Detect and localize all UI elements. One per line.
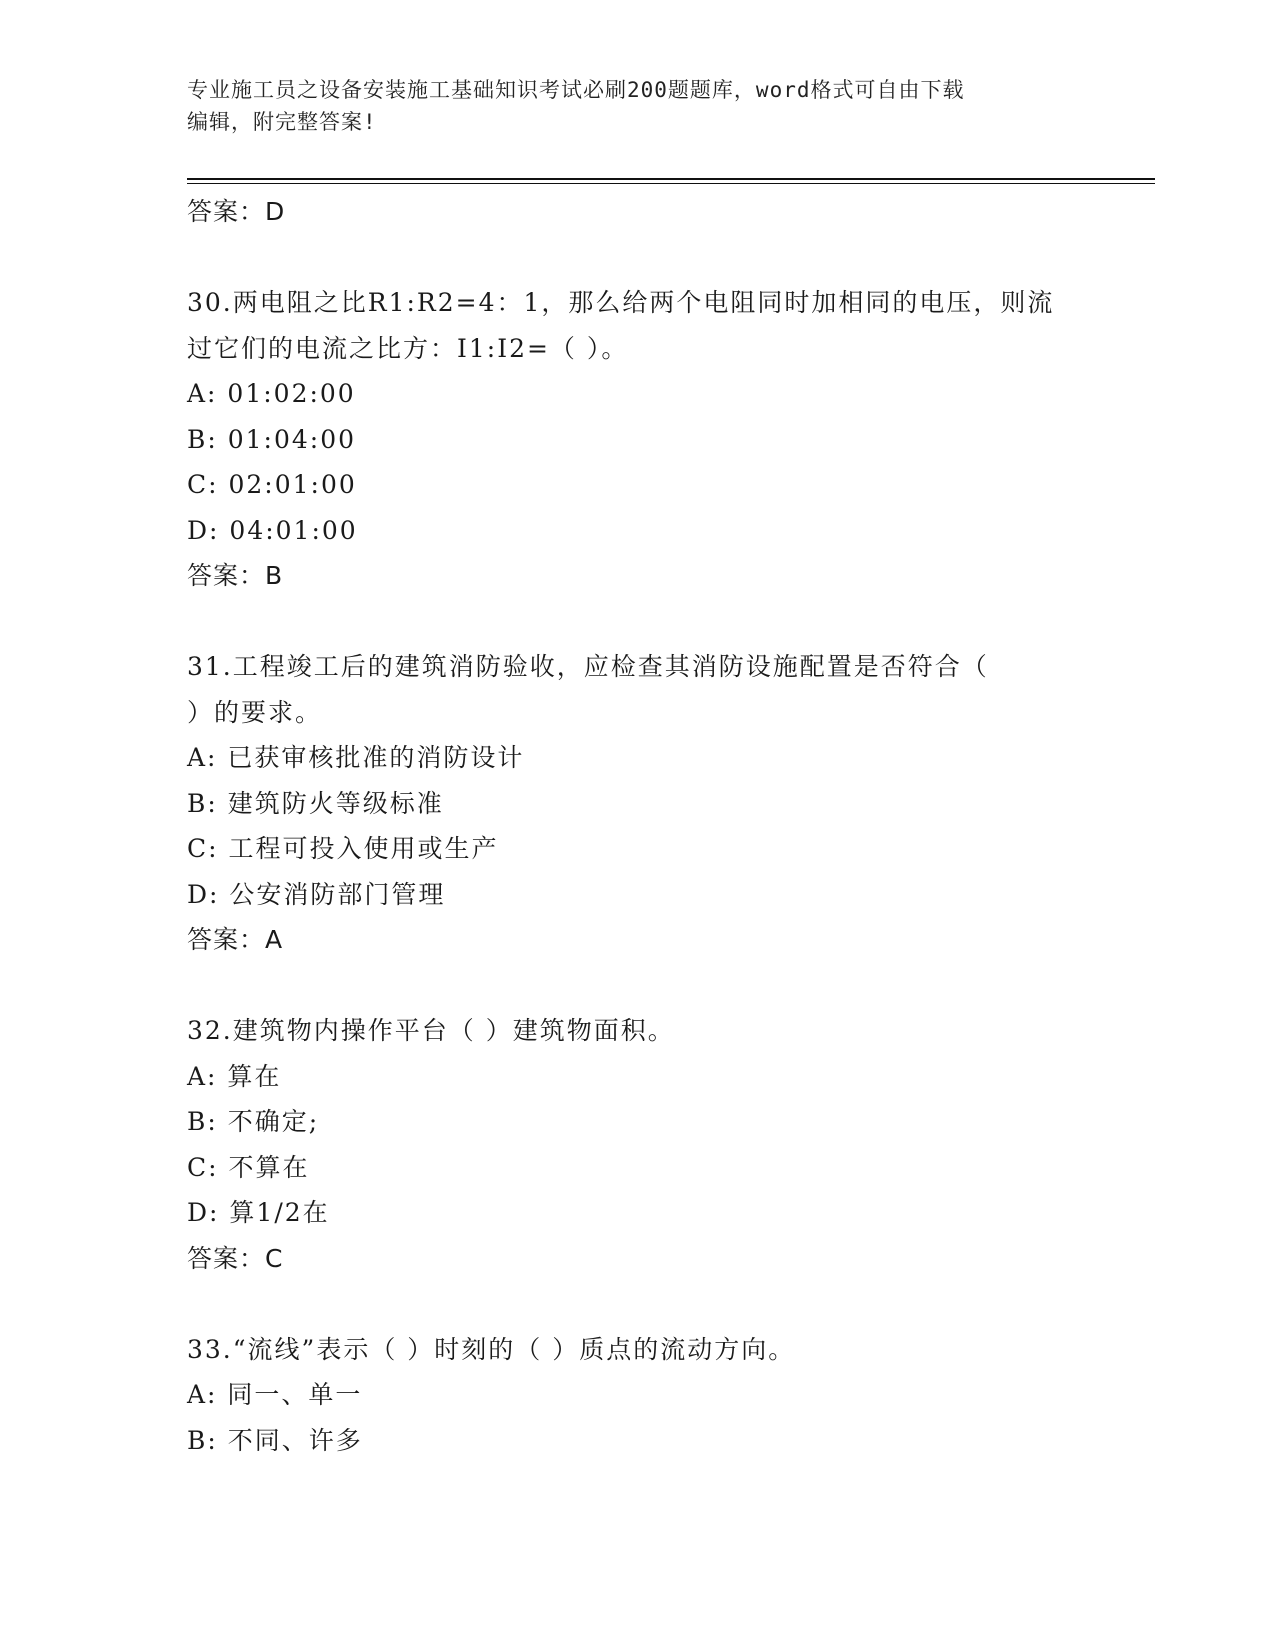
option-c: C: 不算在 bbox=[187, 1152, 310, 1182]
spacer bbox=[187, 963, 1147, 1009]
question-stem: ）的要求。 bbox=[187, 697, 323, 727]
question-30 bbox=[187, 280, 1147, 599]
previous-answer: 答案：D bbox=[187, 197, 286, 226]
header-rule-thick bbox=[187, 178, 1155, 180]
question-list bbox=[187, 189, 1147, 1463]
question-31 bbox=[187, 644, 1147, 963]
option-a: A: 已获审核批准的消防设计 bbox=[187, 743, 525, 772]
option-a: A: 01:02:00 bbox=[187, 379, 356, 408]
spacer bbox=[187, 1281, 1147, 1327]
option-d: D: 算1/2在 bbox=[187, 1198, 330, 1227]
answer-line: 答案：A bbox=[187, 925, 284, 954]
question-32 bbox=[187, 1008, 1147, 1281]
option-d: D: 公安消防部门管理 bbox=[187, 879, 446, 909]
question-stem: 31.工程竣工后的建筑消防验收，应检查其消防设施配置是否符合（ bbox=[187, 652, 989, 681]
document-header bbox=[187, 74, 1067, 138]
spacer bbox=[187, 599, 1147, 645]
header-line-2: 编辑，附完整答案! bbox=[187, 110, 377, 134]
question-33 bbox=[187, 1327, 1147, 1464]
question-stem: 过它们的电流之比方：I1:I2=（ ）。 bbox=[187, 333, 629, 363]
header-rule-thin bbox=[187, 183, 1155, 184]
question-stem: 33.“流线”表示（ ）时刻的（ ）质点的流动方向。 bbox=[187, 1334, 796, 1364]
option-b: B: 01:04:00 bbox=[187, 424, 357, 454]
option-c: C: 02:01:00 bbox=[187, 470, 357, 499]
question-stem: 30.两电阻之比R1:R2=4：1，那么给两个电阻同时加相同的电压，则流 bbox=[187, 288, 1055, 317]
option-b: B: 不确定; bbox=[187, 1107, 320, 1136]
option-b: B: 不同、许多 bbox=[187, 1425, 363, 1455]
spacer bbox=[187, 235, 1147, 281]
answer-line: 答案：B bbox=[187, 561, 284, 590]
question-stem: 32.建筑物内操作平台（ ）建筑物面积。 bbox=[187, 1016, 675, 1045]
option-d: D: 04:01:00 bbox=[187, 515, 358, 545]
option-a: A: 同一、单一 bbox=[187, 1380, 363, 1409]
option-b: B: 建筑防火等级标准 bbox=[187, 788, 444, 818]
header-line-1: 专业施工员之设备安装施工基础知识考试必刷200题题库，word格式可自由下载 bbox=[187, 78, 965, 102]
option-a: A: 算在 bbox=[187, 1061, 282, 1091]
option-c: C: 工程可投入使用或生产 bbox=[187, 834, 499, 863]
answer-line: 答案：C bbox=[187, 1243, 284, 1273]
